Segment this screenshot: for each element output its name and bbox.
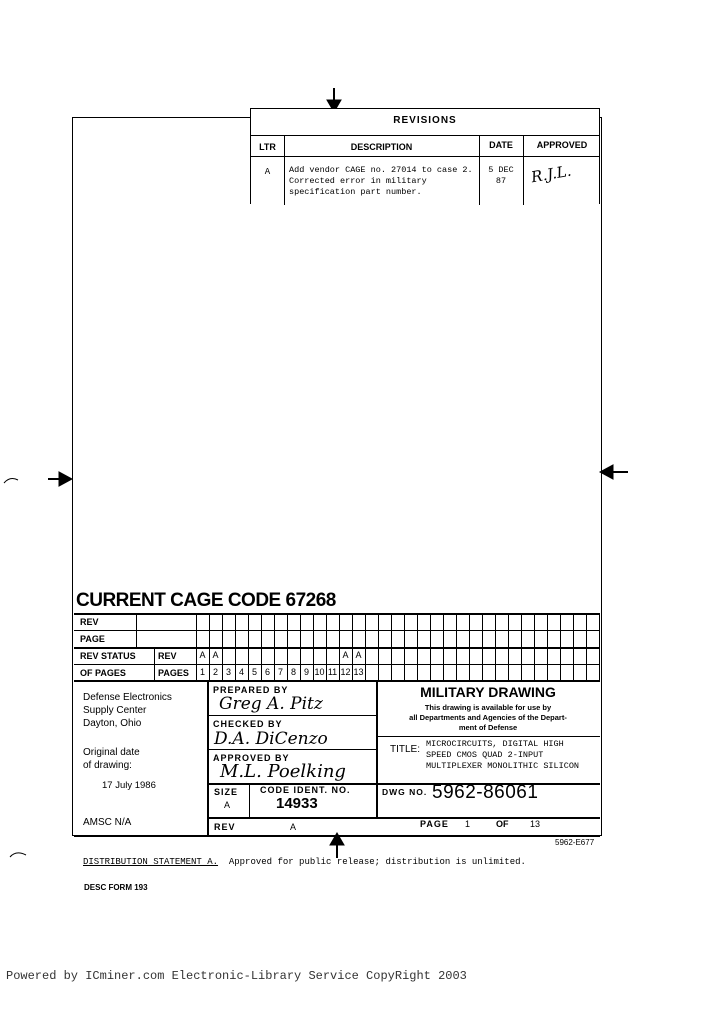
of-value: 13 [530,819,541,829]
dwg-no-label: DWG NO. [382,787,428,797]
prepared-signature: Greg A. Pitz [219,694,323,714]
revisions-title: REVISIONS [393,115,457,126]
desc-form: DESC FORM 193 [84,883,148,892]
left-arrow-icon [48,472,72,486]
grid-rev-letter: A [342,650,349,660]
grid-page-number: 2 [212,667,218,677]
grid-page-number: 13 [353,667,364,677]
distribution-statement [83,857,526,867]
approved-label: APPROVED BY [213,753,290,763]
distribution-label: DISTRIBUTION STATEMENT A. [83,857,219,867]
rev-ltr: A [264,167,271,177]
page-label: PAGE [420,819,449,829]
header-date: DATE [489,140,513,150]
title-label: TITLE: [390,744,421,755]
grid-page-number: 9 [303,667,309,677]
grid-page-number: 1 [199,667,205,677]
scan-mark-icon [10,853,26,857]
amsc: AMSC N/A [83,817,132,828]
checked-label: CHECKED BY [213,719,283,729]
header-approved: APPROVED [536,140,588,150]
military-drawing-subheading: This drawing is available for use by all Departments and Agencies of the Depart- ment of Defense [409,703,567,732]
of-label: OF [496,819,509,829]
grid-page-number: 6 [264,667,270,677]
approved-by-signature: M.L. Poelking [220,761,346,782]
checked-signature: D.A. DiCenzo [214,729,328,749]
scan-mark-icon [4,479,18,483]
grid-rev-letter: A [212,650,219,660]
rev-value: A [290,822,297,832]
dwg-no-value: 5962-86061 [432,782,539,803]
grid-rev2-label: REV [158,651,177,661]
grid-page-number: 11 [327,667,338,677]
grid-page-number: 5 [251,667,257,677]
approved-signature: R.J.L. [529,161,573,187]
agency-address: Defense Electronics Supply Center Dayton, Ohio [83,692,172,729]
grid-rev-status-label: REV STATUS [80,651,136,661]
grid-page-number: 10 [314,667,325,677]
code-ident-label: CODE IDENT. NO. [260,785,351,795]
right-arrow-icon [600,465,628,479]
code-ident-value: 14933 [276,795,318,812]
grid-page-number: 12 [340,667,351,677]
original-date: 17 July 1986 [102,780,156,791]
grid-rev-letter: A [355,650,362,660]
grid-pages-label: PAGES [158,668,189,678]
grid-page-number: 8 [290,667,296,677]
size-label: SIZE [214,787,239,797]
grid-rev-letter: A [199,650,206,660]
rev-label: REV [214,822,236,832]
form-code: 5962-E677 [555,838,595,847]
title-block [74,681,600,835]
prepared-label: PREPARED BY [213,685,289,695]
original-date-label: Original date of drawing: [83,747,140,771]
size-value: A [224,800,231,810]
header-description: DESCRIPTION [350,142,413,152]
grid-of-pages-label: OF PAGES [80,668,126,678]
drawing-title: MICROCIRCUITS, DIGITAL HIGH SPEED CMOS QUAD 2-INPUT MULTIPLEXER MONOLITHIC SILICON [426,739,580,771]
grid-page-number: 7 [277,667,283,677]
current-cage-code: CURRENT CAGE CODE 67268 [76,590,336,611]
revisions-block [250,108,600,204]
military-drawing-heading: MILITARY DRAWING [420,684,556,700]
footer-credit: Powered by ICminer.com Electronic-Library Service CopyRight 2003 [6,969,467,983]
grid-rev-label: REV [80,617,99,627]
header-ltr: LTR [259,142,276,152]
page-value: 1 [465,819,471,829]
distribution-text: Approved for public release; distribution is unlimited. [228,857,526,867]
rev-status-grid [74,613,600,681]
grid-page-label: PAGE [80,634,105,644]
grid-page-number: 4 [238,667,244,677]
rev-date: 5 DEC 87 [488,165,514,186]
grid-page-number: 3 [225,667,231,677]
rev-description: Add vendor CAGE no. 27014 to case 2. Corrected error in military specification part number. [289,165,473,197]
